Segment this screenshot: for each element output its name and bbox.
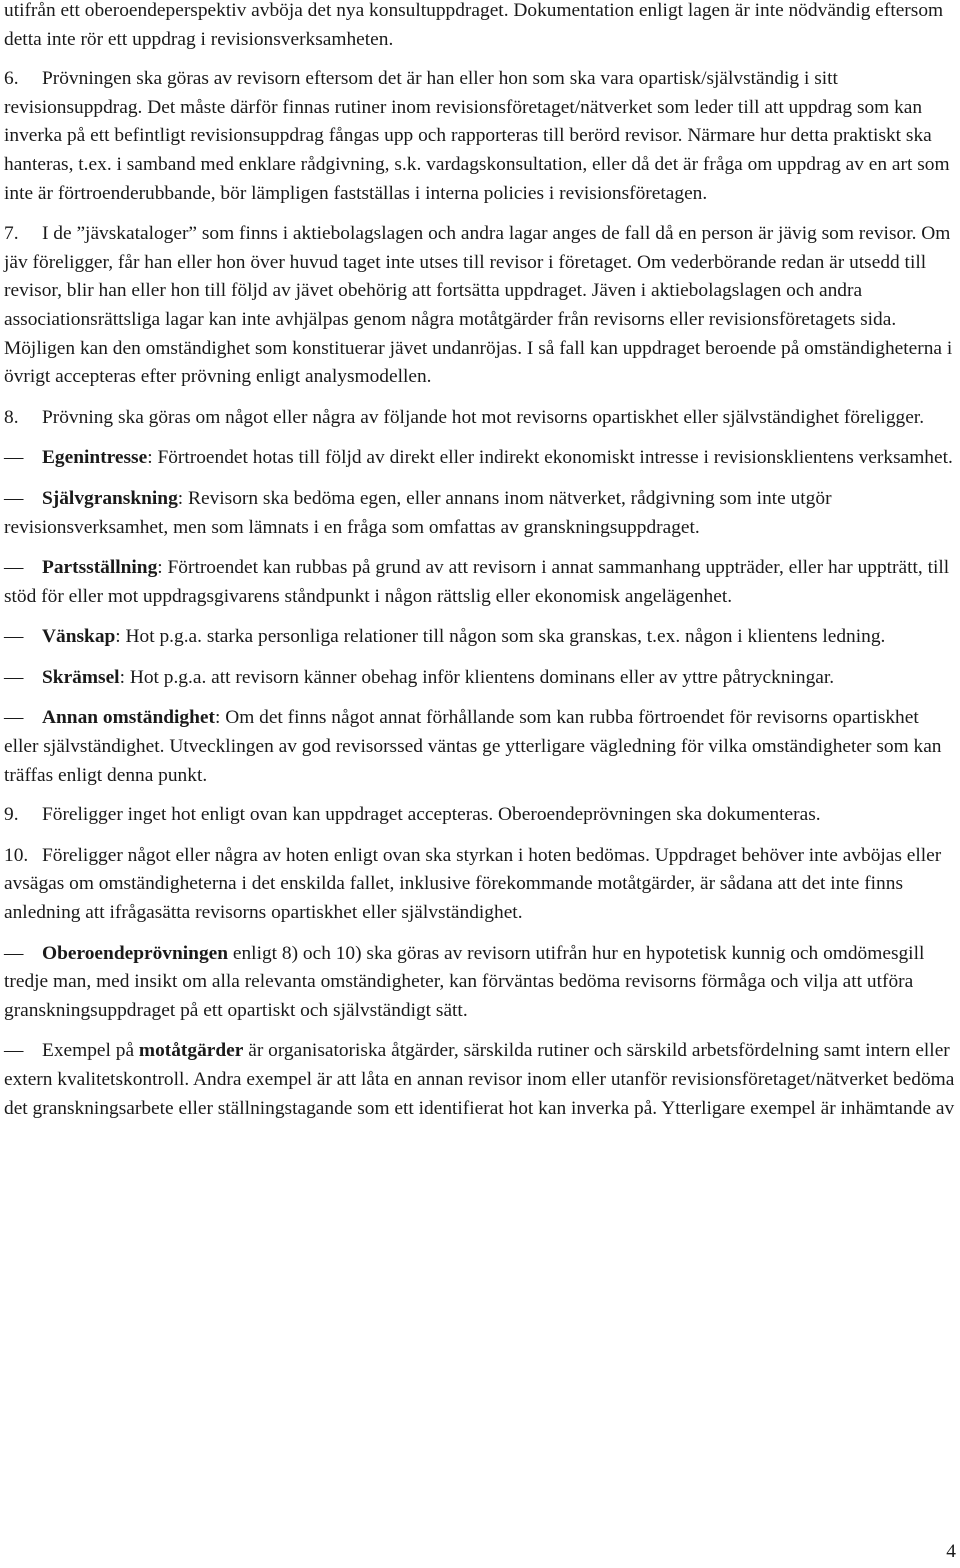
- paragraph-7: [4, 220, 958, 392]
- threat-term: Egenintresse: [42, 447, 148, 469]
- threat-skramsel: [4, 664, 958, 693]
- dash-bullet: —: [4, 942, 24, 964]
- paragraph-number: 7.: [4, 223, 19, 245]
- paragraph-text: Föreligger inget hot enligt ovan kan uppdraget accepteras. Oberoendeprövningen ska dokumenteras.: [42, 804, 821, 826]
- page-number: 4: [946, 1541, 956, 1562]
- note-oberoendeprovningen: [4, 940, 958, 1026]
- threat-annan-omstandighet: [4, 704, 958, 790]
- dash-bullet: —: [4, 707, 24, 729]
- threat-text: : Förtroendet hotas till följd av direkt eller indirekt ekonomiskt intresse i revisionsklientens verksamhet.: [147, 447, 953, 469]
- dash-bullet: —: [4, 1040, 24, 1062]
- note-text: är organisatoriska åtgärder, särskilda rutiner och särskild arbetsfördelning samt intern eller extern kvalitetskontroll. Andra exempel är att låta en annan revisor inom eller utanför revisionsföretaget/nätverket bedöma det granskningsarbete eller ställningstagande som ett identifierat hot kan inverka på. Ytterligare exempel är inhämtande av: [4, 1040, 955, 1119]
- paragraph-text: Prövning ska göras om något eller några av följande hot mot revisorns opartiskhet eller självständighet föreligger.: [42, 406, 925, 428]
- intro-paragraph: utifrån ett oberoendeperspektiv avböja det nya konsultuppdraget. Dokumentation enligt lagen är inte nödvändig eftersom detta inte rör ett uppdrag i revisionsverksamheten.: [4, 0, 944, 50]
- note-pre: Exempel på: [42, 1040, 139, 1062]
- paragraph-number: 10.: [4, 844, 29, 866]
- dash-bullet: —: [4, 626, 24, 648]
- threat-term: Vänskap: [42, 626, 116, 648]
- threat-text: : Revisorn ska bedöma egen, eller annans inom nätverket, rådgivning som inte utgör revisionsverksamhet, men som lämnats i en fråga som omfattas av granskningsuppdraget.: [4, 487, 832, 538]
- note-motatgarder: [4, 1037, 958, 1123]
- threat-term: Annan omständighet: [42, 707, 215, 729]
- paragraph-number: 6.: [4, 68, 19, 90]
- threat-vanskap: [4, 623, 958, 652]
- paragraph-9: [4, 801, 958, 830]
- paragraph-text: Föreligger något eller några av hoten enligt ovan ska styrkan i hoten bedömas. Uppdraget behöver inte avböjas eller avsägas om omständigheterna i det enskilda fallet, inklusive förekommande motåtgärder, är sådana att det inte finns anledning att ifrågasätta revisorns opartiskhet eller självständighet.: [4, 844, 942, 924]
- note-text: enligt 8) och 10) ska göras av revisorn utifrån hur en hypotetisk kunnig och omdömesgill tredje man, med insikt om alla relevanta omständigheter, kan förväntas bedöma revisorns förmåga och vilja att utföra granskningsuppdraget på ett opartiskt och självständigt sätt.: [4, 942, 925, 1021]
- paragraph-text: I de ”jävskataloger” som finns i aktiebolagslagen och andra lagar anges de fall då en person är jävig som revisor. Om jäv föreligger, får han eller hon över huvud taget inte utses till revisor i företaget. Om vederbörande redan är utsedd till revisor, blir han eller hon till följd av jävet obehörig att fortsätta uppdraget. Jäven i aktiebolagslagen och andra associationsrättsliga lagar kan inte avhjälpas genom några motåtgärder från revisorns eller revisionsföretagets sida. Möjligen kan den omständighet som konstituerar jävet undanröjas. I så fall kan uppdraget beroende på omständigheterna i övrigt accepteras efter prövning enligt analysmodellen.: [4, 223, 953, 388]
- note-term: motåtgärder: [138, 1040, 244, 1062]
- threat-partsstallning: [4, 554, 958, 611]
- dash-bullet: —: [4, 666, 24, 688]
- threat-term: Självgranskning: [42, 487, 178, 509]
- paragraph-text: Prövningen ska göras av revisorn eftersom det är han eller hon som ska vara opartisk/självständig i sitt revisionsuppdrag. Det måste därför finnas rutiner inom revisionsföretaget/nätverket som leder till att uppdrag som kan inverka på ett befintligt revisionsuppdrag fångas upp och rapporteras till berörd revisor. Närmare hur detta praktiskt ska hanteras, t.ex. i samband med enklare rådgivning, s.k. vardagskonsultation, eller då det är fråga om uppdrag av en art som inte är förtroenderubbande, bör lämpligen fastställas i interna policies i revisionsföretagen.: [4, 68, 950, 204]
- paragraph-6: [4, 65, 958, 208]
- threat-egenintresse: [4, 444, 958, 473]
- threat-text: : Förtroendet kan rubbas på grund av att revisorn i annat sammanhang uppträder, eller har uppträtt, till stöd för eller mot uppdragsgivarens ståndpunkt i någon rättslig eller ekonomisk angelägenhet.: [4, 557, 950, 607]
- note-term: Oberoendeprövningen: [42, 942, 229, 964]
- threat-text: : Hot p.g.a. starka personliga relationer till någon som ska granskas, t.ex. någon i klientens ledning.: [115, 626, 886, 648]
- paragraph-10: [4, 842, 958, 928]
- dash-bullet: —: [4, 487, 24, 509]
- document-page: [4, 0, 958, 1123]
- threat-text: : Om det finns något annat förhållande som kan rubba förtroendet för revisorns opartiskhet eller självständighet. Utvecklingen av god revisorssed väntas ge ytterligare vägledning för vilka omständigheter som kan träffas enligt denna punkt.: [4, 707, 942, 786]
- threat-term: Partsställning: [42, 557, 158, 579]
- paragraph-number: 9.: [4, 804, 19, 826]
- threat-text: : Hot p.g.a. att revisorn känner obehag inför klientens dominans eller av yttre påtryckningar.: [119, 666, 835, 688]
- dash-bullet: —: [4, 557, 24, 579]
- paragraph-number: 8.: [4, 406, 19, 428]
- paragraph-8: [4, 404, 958, 433]
- threat-term: Skrämsel: [42, 666, 120, 688]
- dash-bullet: —: [4, 447, 24, 469]
- threat-sjalvgranskning: [4, 485, 958, 542]
